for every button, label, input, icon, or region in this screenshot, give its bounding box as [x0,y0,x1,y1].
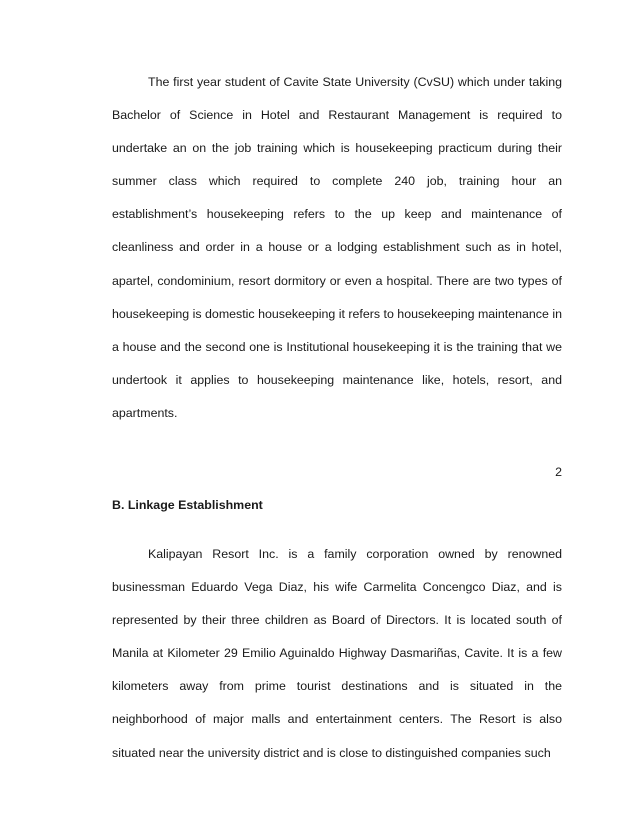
paragraph-text: Kalipayan Resort Inc. is a family corporation owned by renowned businessman Eduardo Vega Diaz, his wife Carmelita Concengco Diaz, and is represented by their three children as Board of Directors. It is located south of Manila at Kilometer 29 Emilio Aguinaldo Highway Dasmariñas, Cavite. It is a few kilometers away from prime tourist destinations and is situated in the neighborhood of major malls and entertainment centers. The Resort is also situated near the university district and is close to distinguished companies such [112,547,562,760]
body-paragraph-intro [112,66,562,430]
section-heading: B. Linkage Establishment [112,498,263,512]
page-number: 2 [555,465,562,479]
paragraph-text: The first year student of Cavite State University (CvSU) which under taking Bachelor of Science in Hotel and Restaurant Management is required to undertake an on the job training which is housekeeping practicum during their summer class which required to complete 240 job, training hour an establishment’s housekeeping refers to the up keep and maintenance of cleanliness and order in a house or a lodging establishment such as in hotel, apartel, condominium, resort dormitory or even a hospital. There are two types of housekeeping is domestic housekeeping it refers to housekeeping maintenance in a house and the second one is Institutional housekeeping it is the training that we undertook it applies to housekeeping maintenance like, hotels, resort, and apartments. [112,75,562,420]
body-paragraph-linkage [112,538,562,770]
